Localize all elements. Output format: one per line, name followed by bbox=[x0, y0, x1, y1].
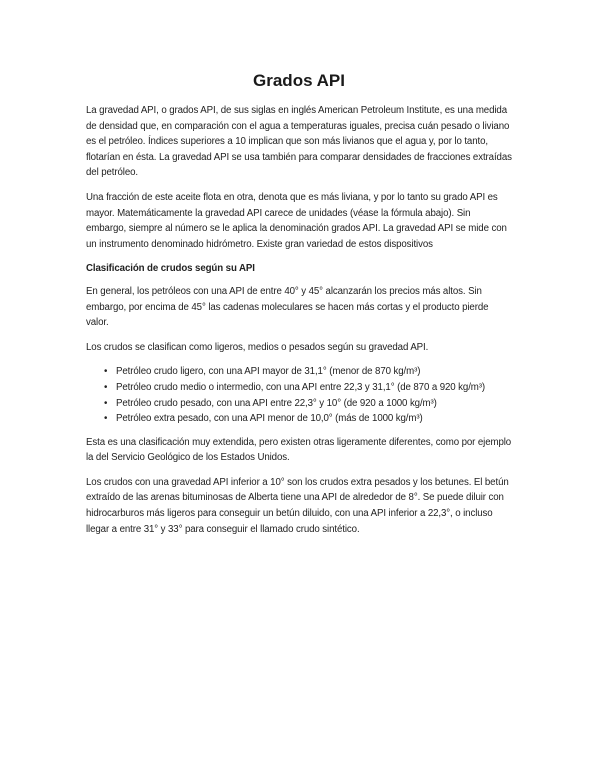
bullet-icon: • bbox=[104, 381, 108, 393]
list-item bbox=[104, 364, 512, 380]
list-item bbox=[104, 411, 512, 427]
list-item bbox=[104, 396, 512, 412]
closing-paragraph-1: Esta es una clasificación muy extendida, pero existen otras ligeramente diferentes, como por ejemplo la del Servicio Geológico de los Estados Unidos. bbox=[86, 436, 512, 464]
bullet-icon: • bbox=[104, 413, 108, 425]
list-item-text: Petróleo crudo medio o intermedio, con una API entre 22,3 y 31,1° (de 870 a 920 kg/m³) bbox=[116, 381, 486, 393]
list-item-text: Petróleo crudo pesado, con una API entre 22,3° y 10° (de 920 a 1000 kg/m³) bbox=[116, 397, 437, 409]
bullet-icon: • bbox=[104, 366, 108, 378]
list-item-text: Petróleo extra pesado, con una API menor de 10,0° (más de 1000 kg/m³) bbox=[116, 413, 423, 425]
list-item bbox=[104, 380, 512, 396]
section-paragraph-2: Los crudos se clasifican como ligeros, medios o pesados según su gravedad API. bbox=[86, 341, 429, 353]
intro-paragraph-1: La gravedad API, o grados API, de sus siglas en inglés American Petroleum Institute, es una medida de densidad que, en comparación con el agua a temperaturas iguales, precisa cuán pesado o liviano es el petróleo. Índices superiores a 10 implican que son más livianos que el agua y, por lo tanto, flotarían en ésta. La gravedad API se usa también para comparar densidades de fracciones extraídas del petróleo. bbox=[86, 105, 512, 179]
intro-paragraph-2: Una fracción de este aceite flota en otra, denota que es más liviana, y por lo tanto su grado API es mayor. Matemáticamente la gravedad API carece de unidades (véase la fórmula abajo). Sin embargo, siempre al número se le aplica la denominación grados API. La gravedad API se mide con un instrumento denominado hidrómetro. Existe gran variedad de estos dispositivos bbox=[86, 191, 507, 250]
section-paragraph-1: En general, los petróleos con una API de entre 40° y 45° alcanzarán los precios más altos. Sin embargo, por encima de 45° las cadenas moleculares se hacen más cortas y el producto pierde valor. bbox=[86, 285, 489, 329]
bullet-icon: • bbox=[104, 397, 108, 409]
list-item-text: Petróleo crudo ligero, con una API mayor de 31,1° (menor de 870 kg/m³) bbox=[116, 366, 421, 378]
section-heading: Clasificación de crudos según su API bbox=[86, 263, 255, 275]
classification-list bbox=[86, 364, 512, 426]
page-title: Grados API bbox=[253, 71, 345, 90]
closing-paragraph-2: Los crudos con una gravedad API inferior a 10° son los crudos extra pesados y los betunes. El betún extraído de las arenas bituminosas de Alberta tiene una API de alrededor de 8°. Se puede diluir con hidrocarburos más ligeros para conseguir un betún diluido, con una API inferior a 22,3°, o incluso llegar a entre 31° y 33° para conseguir el llamado crudo sintético. bbox=[86, 476, 509, 535]
